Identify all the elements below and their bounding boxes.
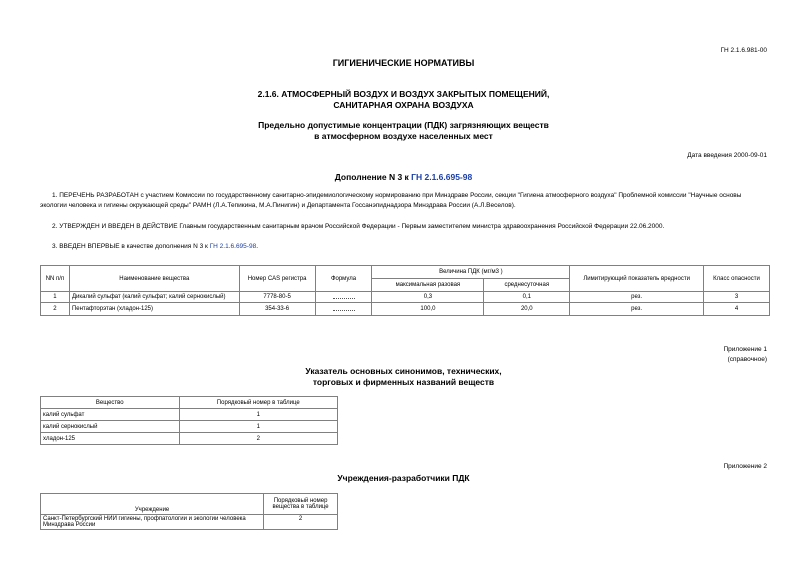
- cell-order: 1: [179, 421, 337, 433]
- header-substance: Вещество: [41, 397, 180, 409]
- pdk-table: [40, 265, 770, 316]
- cell-institution: Санкт-Петербургский НИИ гигиены, профпатологии и экологии человека Минздрава России: [41, 515, 264, 530]
- appendix2-label: Приложение 2: [723, 463, 767, 470]
- cell-formula: [315, 303, 372, 316]
- paragraph-3: [40, 242, 770, 252]
- header-formula: Формула: [315, 266, 372, 292]
- cell-num: 2: [41, 303, 70, 316]
- table-row: [41, 421, 338, 433]
- formula-image: [333, 293, 355, 299]
- header-limit: Лимитирующий показатель вредности: [570, 266, 704, 292]
- header-avg: среднесуточная: [484, 279, 570, 292]
- cell-max: 100,0: [372, 303, 484, 316]
- table-row: [41, 515, 338, 530]
- header-name: Наименование вещества: [69, 266, 239, 292]
- cell-avg: 20,0: [484, 303, 570, 316]
- cell-cas: 7778-80-5: [239, 292, 315, 303]
- cell-order: 1: [179, 409, 337, 421]
- addendum-heading: [0, 172, 807, 182]
- header-num: NN п/п: [41, 266, 70, 292]
- cell-cas: 354-33-6: [239, 303, 315, 316]
- addendum-link[interactable]: ГН 2.1.6.695-98: [411, 172, 473, 182]
- formula-image: [333, 305, 355, 311]
- cell-avg: 0,1: [484, 292, 570, 303]
- paragraph-1: 1. ПЕРЕЧЕНЬ РАЗРАБОТАН с участием Комиссии по государственному санитарно-эпидемиологическому нормированию при Минздраве России, секции "Гигиена атмосферного воздуха" Проблемной комиссии "Научные основы экологии человека и гигиены окружающей среды" РАМН (Л.А.Тепикина, М.А.Пинигин) и Департамента Госсанэпиднадзора Минздрава России (А.Л.Веселов).: [40, 192, 742, 209]
- cell-formula: [315, 292, 372, 303]
- table-row: [41, 303, 770, 316]
- header-institution: Учреждение: [41, 494, 264, 515]
- developers-header-row: [41, 494, 338, 515]
- paragraph-3-suffix: .: [256, 243, 258, 250]
- cell-max: 0,3: [372, 292, 484, 303]
- appendix1-title: [0, 366, 807, 388]
- paragraph-3-link[interactable]: ГН 2.1.6.695-98: [209, 243, 257, 250]
- header-pdk: Величина ПДК (мг/м3 ): [372, 266, 570, 279]
- appendix2-title: Учреждения-разработчики ПДК: [337, 473, 470, 483]
- subtitle-line2: в атмосферном воздухе населенных мест: [314, 131, 493, 141]
- synonyms-table: [40, 396, 338, 445]
- cell-limit: рез.: [570, 292, 704, 303]
- intro-date: Дата введения 2000-09-01: [687, 152, 767, 159]
- cell-class: 4: [704, 303, 770, 316]
- subtitle-line1: Предельно допустимые концентрации (ПДК) загрязняющих веществ: [258, 120, 549, 130]
- document-code: ГН 2.1.6.981-00: [720, 47, 767, 54]
- subtitle: [0, 120, 807, 142]
- cell-substance: хладон-125: [41, 433, 180, 445]
- cell-name: Пентафторэтан (хладон-125): [69, 303, 239, 316]
- table-row: [41, 433, 338, 445]
- appendix1-label: [723, 345, 767, 365]
- header-class: Класс опасности: [704, 266, 770, 292]
- appendix1-note: (справочное): [727, 356, 767, 363]
- addendum-prefix: Дополнение N 3 к: [334, 172, 412, 182]
- pdk-table-header-row: [41, 266, 770, 279]
- header-max: максимальная разовая: [372, 279, 484, 292]
- section-heading-line2: САНИТАРНАЯ ОХРАНА ВОЗДУХА: [333, 100, 474, 110]
- section-heading-line1: 2.1.6. АТМОСФЕРНЫЙ ВОЗДУХ И ВОЗДУХ ЗАКРЫТЫХ ПОМЕЩЕНИЙ,: [257, 89, 550, 99]
- header-cas: Номер CAS регистра: [239, 266, 315, 292]
- cell-substance: калий сернокислый: [41, 421, 180, 433]
- cell-substance: калий сульфат: [41, 409, 180, 421]
- appendix1-title-line1: Указатель основных синонимов, технических,: [305, 366, 502, 376]
- section-heading: [0, 89, 807, 111]
- cell-order-number: 2: [264, 515, 338, 530]
- cell-limit: рез.: [570, 303, 704, 316]
- paragraph-3-prefix: 3. ВВЕДЕН ВПЕРВЫЕ в качестве дополнения N 3 к: [52, 243, 210, 250]
- appendix1-label-text: Приложение 1: [723, 346, 767, 353]
- table-row: [41, 409, 338, 421]
- cell-name: Дикалий сульфат (калий сульфат; калий сернокислый): [69, 292, 239, 303]
- synonyms-header-row: [41, 397, 338, 409]
- appendix1-title-line2: торговых и фирменных названий веществ: [312, 377, 495, 387]
- paragraph-2: 2. УТВЕРЖДЕН И ВВЕДЕН В ДЕЙСТВИЕ Главным государственным санитарным врачом Российской Федерации - Первым заместителем министра здравоохранения Российской Федерации 22.06.2000.: [52, 223, 665, 230]
- document-title: ГИГИЕНИЧЕСКИЕ НОРМАТИВЫ: [332, 58, 475, 68]
- cell-num: 1: [41, 292, 70, 303]
- cell-class: 3: [704, 292, 770, 303]
- developers-table: [40, 493, 338, 530]
- header-order-number: Порядковый номер вещества в таблице: [264, 494, 338, 515]
- header-order: Порядковый номер в таблице: [179, 397, 337, 409]
- cell-order: 2: [179, 433, 337, 445]
- table-row: [41, 292, 770, 303]
